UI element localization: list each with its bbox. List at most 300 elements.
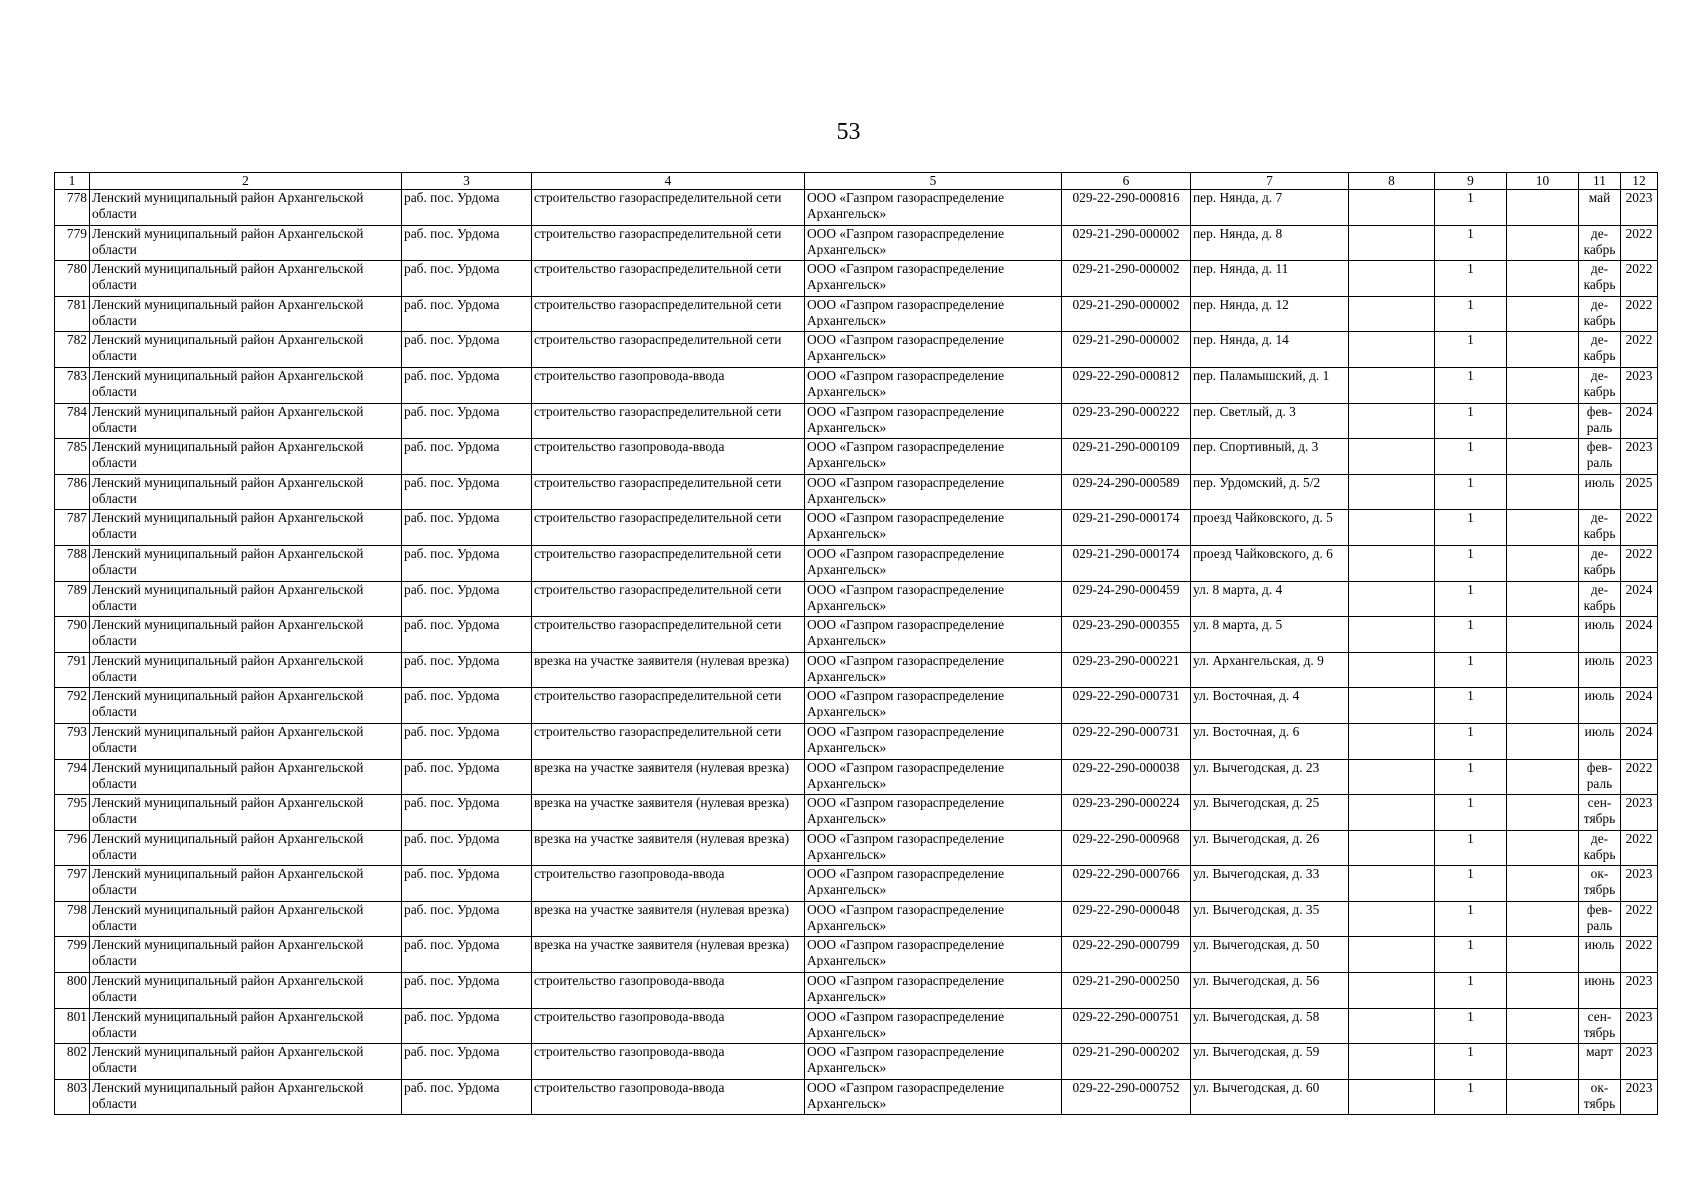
organization-cell: ООО «Газпром газораспределение Архангельск» [805,439,1062,475]
col8-cell [1349,759,1435,795]
district-cell: Ленский муниципальный район Архангельской области [90,332,402,368]
table-row [55,759,1658,795]
application-code-cell: 029-22-290-000731 [1062,723,1191,759]
row-number: 790 [55,617,90,653]
row-number: 792 [55,688,90,724]
month-cell: сен-тябрь [1579,795,1621,831]
organization-cell: ООО «Газпром газораспределение Архангельск» [805,403,1062,439]
table-row [55,866,1658,902]
col10-cell [1507,367,1579,403]
row-number: 802 [55,1044,90,1080]
header-col-1: 1 [55,173,90,190]
row-number: 780 [55,261,90,297]
address-cell: ул. Восточная, д. 4 [1191,688,1349,724]
col10-cell [1507,296,1579,332]
month-cell: ок-тябрь [1579,866,1621,902]
col10-cell [1507,474,1579,510]
row-number: 796 [55,830,90,866]
application-code-cell: 029-21-290-000002 [1062,261,1191,297]
work-type-cell: строительство газораспределительной сети [532,190,805,226]
settlement-cell: раб. пос. Урдома [402,261,532,297]
settlement-cell: раб. пос. Урдома [402,190,532,226]
col8-cell [1349,901,1435,937]
application-code-cell: 029-23-290-000224 [1062,795,1191,831]
quantity-cell: 1 [1435,545,1507,581]
month-cell: де-кабрь [1579,581,1621,617]
month-cell: де-кабрь [1579,296,1621,332]
month-cell: июль [1579,688,1621,724]
year-cell: 2023 [1621,973,1658,1009]
work-type-cell: строительство газопровода-ввода [532,1008,805,1044]
organization-cell: ООО «Газпром газораспределение Архангельск» [805,901,1062,937]
organization-cell: ООО «Газпром газораспределение Архангельск» [805,723,1062,759]
month-cell: июль [1579,652,1621,688]
col8-cell [1349,474,1435,510]
address-cell: пер. Нянда, д. 8 [1191,225,1349,261]
district-cell: Ленский муниципальный район Архангельской области [90,688,402,724]
col8-cell [1349,439,1435,475]
row-number: 782 [55,332,90,368]
year-cell: 2023 [1621,367,1658,403]
address-cell: ул. Вычегодская, д. 26 [1191,830,1349,866]
month-cell: де-кабрь [1579,830,1621,866]
row-number: 785 [55,439,90,475]
month-cell: июль [1579,723,1621,759]
organization-cell: ООО «Газпром газораспределение Архангельск» [805,688,1062,724]
address-cell: пер. Нянда, д. 14 [1191,332,1349,368]
month-cell: фев-раль [1579,403,1621,439]
application-code-cell: 029-21-290-000202 [1062,1044,1191,1080]
col8-cell [1349,1079,1435,1115]
organization-cell: ООО «Газпром газораспределение Архангельск» [805,866,1062,902]
application-code-cell: 029-24-290-000589 [1062,474,1191,510]
table-row [55,261,1658,297]
district-cell: Ленский муниципальный район Архангельской области [90,795,402,831]
application-code-cell: 029-21-290-000250 [1062,973,1191,1009]
col8-cell [1349,1008,1435,1044]
address-cell: ул. Архангельская, д. 9 [1191,652,1349,688]
application-code-cell: 029-22-290-000038 [1062,759,1191,795]
settlement-cell: раб. пос. Урдома [402,581,532,617]
col8-cell [1349,830,1435,866]
quantity-cell: 1 [1435,581,1507,617]
row-number: 789 [55,581,90,617]
year-cell: 2024 [1621,403,1658,439]
address-cell: пер. Урдомский, д. 5/2 [1191,474,1349,510]
row-number: 783 [55,367,90,403]
application-code-cell: 029-22-290-000752 [1062,1079,1191,1115]
work-type-cell: строительство газопровода-ввода [532,367,805,403]
year-cell: 2024 [1621,723,1658,759]
quantity-cell: 1 [1435,190,1507,226]
work-type-cell: строительство газопровода-ввода [532,439,805,475]
quantity-cell: 1 [1435,1044,1507,1080]
settlement-cell: раб. пос. Урдома [402,332,532,368]
work-type-cell: строительство газораспределительной сети [532,474,805,510]
district-cell: Ленский муниципальный район Архангельской области [90,225,402,261]
year-cell: 2023 [1621,1079,1658,1115]
organization-cell: ООО «Газпром газораспределение Архангельск» [805,332,1062,368]
organization-cell: ООО «Газпром газораспределение Архангельск» [805,581,1062,617]
row-number: 788 [55,545,90,581]
work-type-cell: врезка на участке заявителя (нулевая врезка) [532,652,805,688]
col8-cell [1349,617,1435,653]
row-number: 800 [55,973,90,1009]
table-row [55,723,1658,759]
organization-cell: ООО «Газпром газораспределение Архангельск» [805,225,1062,261]
district-cell: Ленский муниципальный район Архангельской области [90,937,402,973]
organization-cell: ООО «Газпром газораспределение Архангельск» [805,617,1062,653]
col10-cell [1507,973,1579,1009]
month-cell: фев-раль [1579,439,1621,475]
quantity-cell: 1 [1435,795,1507,831]
year-cell: 2022 [1621,296,1658,332]
quantity-cell: 1 [1435,759,1507,795]
settlement-cell: раб. пос. Урдома [402,866,532,902]
work-type-cell: строительство газораспределительной сети [532,225,805,261]
col10-cell [1507,581,1579,617]
quantity-cell: 1 [1435,261,1507,297]
application-code-cell: 029-22-290-000968 [1062,830,1191,866]
year-cell: 2024 [1621,617,1658,653]
work-type-cell: строительство газораспределительной сети [532,403,805,439]
month-cell: де-кабрь [1579,332,1621,368]
table-row [55,474,1658,510]
address-cell: ул. 8 марта, д. 4 [1191,581,1349,617]
work-type-cell: строительство газопровода-ввода [532,866,805,902]
header-col-9: 9 [1435,173,1507,190]
settlement-cell: раб. пос. Урдома [402,403,532,439]
quantity-cell: 1 [1435,830,1507,866]
year-cell: 2023 [1621,1008,1658,1044]
address-cell: ул. Вычегодская, д. 50 [1191,937,1349,973]
organization-cell: ООО «Газпром газораспределение Архангельск» [805,474,1062,510]
table-row [55,581,1658,617]
col8-cell [1349,545,1435,581]
month-cell: май [1579,190,1621,226]
district-cell: Ленский муниципальный район Архангельской области [90,1008,402,1044]
table-row [55,973,1658,1009]
settlement-cell: раб. пос. Урдома [402,510,532,546]
row-number: 781 [55,296,90,332]
col10-cell [1507,1044,1579,1080]
work-type-cell: врезка на участке заявителя (нулевая врезка) [532,759,805,795]
col10-cell [1507,652,1579,688]
month-cell: де-кабрь [1579,510,1621,546]
work-type-cell: строительство газораспределительной сети [532,510,805,546]
work-type-cell: врезка на участке заявителя (нулевая врезка) [532,795,805,831]
work-type-cell: врезка на участке заявителя (нулевая врезка) [532,937,805,973]
work-type-cell: врезка на участке заявителя (нулевая врезка) [532,901,805,937]
col8-cell [1349,261,1435,297]
table-body [55,190,1658,1115]
settlement-cell: раб. пос. Урдома [402,973,532,1009]
work-type-cell: строительство газопровода-ввода [532,973,805,1009]
year-cell: 2022 [1621,759,1658,795]
district-cell: Ленский муниципальный район Архангельской области [90,367,402,403]
application-code-cell: 029-21-290-000002 [1062,296,1191,332]
application-code-cell: 029-24-290-000459 [1062,581,1191,617]
settlement-cell: раб. пос. Урдома [402,617,532,653]
col10-cell [1507,723,1579,759]
header-col-11: 11 [1579,173,1621,190]
district-cell: Ленский муниципальный район Архангельской области [90,296,402,332]
year-cell: 2023 [1621,439,1658,475]
organization-cell: ООО «Газпром газораспределение Архангельск» [805,545,1062,581]
col10-cell [1507,1008,1579,1044]
quantity-cell: 1 [1435,510,1507,546]
table-row [55,1044,1658,1080]
application-code-cell: 029-23-290-000355 [1062,617,1191,653]
col8-cell [1349,581,1435,617]
col10-cell [1507,510,1579,546]
work-type-cell: строительство газораспределительной сети [532,688,805,724]
col10-cell [1507,545,1579,581]
col8-cell [1349,652,1435,688]
settlement-cell: раб. пос. Урдома [402,937,532,973]
header-col-3: 3 [402,173,532,190]
col8-cell [1349,332,1435,368]
table-row [55,937,1658,973]
address-cell: ул. 8 марта, д. 5 [1191,617,1349,653]
work-type-cell: врезка на участке заявителя (нулевая врезка) [532,830,805,866]
row-number: 794 [55,759,90,795]
col8-cell [1349,866,1435,902]
table-row [55,830,1658,866]
application-code-cell: 029-21-290-000174 [1062,510,1191,546]
col10-cell [1507,190,1579,226]
settlement-cell: раб. пос. Урдома [402,1079,532,1115]
application-code-cell: 029-22-290-000766 [1062,866,1191,902]
table-row [55,367,1658,403]
header-col-4: 4 [532,173,805,190]
settlement-cell: раб. пос. Урдома [402,367,532,403]
district-cell: Ленский муниципальный район Архангельской области [90,261,402,297]
settlement-cell: раб. пос. Урдома [402,545,532,581]
application-code-cell: 029-22-290-000812 [1062,367,1191,403]
district-cell: Ленский муниципальный район Архангельской области [90,617,402,653]
quantity-cell: 1 [1435,403,1507,439]
table-row [55,1008,1658,1044]
row-number: 793 [55,723,90,759]
row-number: 791 [55,652,90,688]
row-number: 784 [55,403,90,439]
settlement-cell: раб. пос. Урдома [402,723,532,759]
application-code-cell: 029-22-290-000816 [1062,190,1191,226]
col10-cell [1507,759,1579,795]
quantity-cell: 1 [1435,617,1507,653]
year-cell: 2022 [1621,901,1658,937]
row-number: 801 [55,1008,90,1044]
table-row [55,1079,1658,1115]
year-cell: 2023 [1621,795,1658,831]
district-cell: Ленский муниципальный район Архангельской области [90,1044,402,1080]
quantity-cell: 1 [1435,866,1507,902]
table-row [55,617,1658,653]
col10-cell [1507,403,1579,439]
year-cell: 2022 [1621,261,1658,297]
table-row [55,190,1658,226]
column-number-header [55,173,1658,190]
work-type-cell: строительство газопровода-ввода [532,1044,805,1080]
page-number: 53 [836,119,861,145]
year-cell: 2024 [1621,581,1658,617]
district-cell: Ленский муниципальный район Архангельской области [90,759,402,795]
quantity-cell: 1 [1435,474,1507,510]
district-cell: Ленский муниципальный район Архангельской области [90,866,402,902]
header-col-2: 2 [90,173,402,190]
header-col-7: 7 [1191,173,1349,190]
application-code-cell: 029-21-290-000109 [1062,439,1191,475]
month-cell: июнь [1579,973,1621,1009]
quantity-cell: 1 [1435,937,1507,973]
address-cell: ул. Вычегодская, д. 23 [1191,759,1349,795]
col10-cell [1507,1079,1579,1115]
month-cell: март [1579,1044,1621,1080]
organization-cell: ООО «Газпром газораспределение Архангельск» [805,296,1062,332]
address-cell: пер. Паламышский, д. 1 [1191,367,1349,403]
year-cell: 2023 [1621,866,1658,902]
work-type-cell: строительство газораспределительной сети [532,617,805,653]
col10-cell [1507,795,1579,831]
quantity-cell: 1 [1435,652,1507,688]
application-code-cell: 029-22-290-000048 [1062,901,1191,937]
table-row [55,795,1658,831]
address-cell: пер. Нянда, д. 11 [1191,261,1349,297]
row-number: 786 [55,474,90,510]
year-cell: 2022 [1621,830,1658,866]
row-number: 803 [55,1079,90,1115]
col10-cell [1507,688,1579,724]
address-cell: пер. Светлый, д. 3 [1191,403,1349,439]
col10-cell [1507,617,1579,653]
col10-cell [1507,937,1579,973]
quantity-cell: 1 [1435,225,1507,261]
month-cell: де-кабрь [1579,261,1621,297]
row-number: 779 [55,225,90,261]
col8-cell [1349,688,1435,724]
table-row [55,332,1658,368]
table-row [55,545,1658,581]
address-cell: пер. Нянда, д. 7 [1191,190,1349,226]
year-cell: 2022 [1621,545,1658,581]
col10-cell [1507,901,1579,937]
address-cell: ул. Восточная, д. 6 [1191,723,1349,759]
col8-cell [1349,225,1435,261]
table-row [55,439,1658,475]
col8-cell [1349,190,1435,226]
settlement-cell: раб. пос. Урдома [402,1008,532,1044]
month-cell: июль [1579,937,1621,973]
register-table [54,172,1658,1115]
year-cell: 2024 [1621,688,1658,724]
col8-cell [1349,937,1435,973]
settlement-cell: раб. пос. Урдома [402,225,532,261]
settlement-cell: раб. пос. Урдома [402,652,532,688]
col8-cell [1349,296,1435,332]
header-col-12: 12 [1621,173,1658,190]
application-code-cell: 029-22-290-000751 [1062,1008,1191,1044]
quantity-cell: 1 [1435,688,1507,724]
settlement-cell: раб. пос. Урдома [402,759,532,795]
month-cell: де-кабрь [1579,367,1621,403]
application-code-cell: 029-21-290-000002 [1062,225,1191,261]
address-cell: ул. Вычегодская, д. 58 [1191,1008,1349,1044]
table-row [55,510,1658,546]
district-cell: Ленский муниципальный район Архангельской области [90,830,402,866]
organization-cell: ООО «Газпром газораспределение Архангельск» [805,973,1062,1009]
quantity-cell: 1 [1435,973,1507,1009]
header-col-5: 5 [805,173,1062,190]
year-cell: 2022 [1621,510,1658,546]
work-type-cell: строительство газораспределительной сети [532,261,805,297]
row-number: 778 [55,190,90,226]
district-cell: Ленский муниципальный район Архангельской области [90,510,402,546]
row-number: 798 [55,901,90,937]
work-type-cell: строительство газораспределительной сети [532,723,805,759]
application-code-cell: 029-22-290-000731 [1062,688,1191,724]
work-type-cell: строительство газораспределительной сети [532,332,805,368]
col8-cell [1349,795,1435,831]
organization-cell: ООО «Газпром газораспределение Архангельск» [805,261,1062,297]
organization-cell: ООО «Газпром газораспределение Архангельск» [805,367,1062,403]
district-cell: Ленский муниципальный район Архангельской области [90,403,402,439]
address-cell: ул. Вычегодская, д. 35 [1191,901,1349,937]
application-code-cell: 029-22-290-000799 [1062,937,1191,973]
address-cell: ул. Вычегодская, д. 25 [1191,795,1349,831]
address-cell: пер. Спортивный, д. 3 [1191,439,1349,475]
organization-cell: ООО «Газпром газораспределение Архангельск» [805,1044,1062,1080]
year-cell: 2023 [1621,652,1658,688]
quantity-cell: 1 [1435,332,1507,368]
month-cell: сен-тябрь [1579,1008,1621,1044]
year-cell: 2022 [1621,332,1658,368]
header-col-10: 10 [1507,173,1579,190]
district-cell: Ленский муниципальный район Архангельской области [90,973,402,1009]
settlement-cell: раб. пос. Урдома [402,901,532,937]
organization-cell: ООО «Газпром газораспределение Архангельск» [805,830,1062,866]
col10-cell [1507,830,1579,866]
address-cell: ул. Вычегодская, д. 33 [1191,866,1349,902]
work-type-cell: строительство газораспределительной сети [532,581,805,617]
application-code-cell: 029-23-290-000221 [1062,652,1191,688]
col8-cell [1349,510,1435,546]
header-col-6: 6 [1062,173,1191,190]
row-number: 787 [55,510,90,546]
address-cell: проезд Чайковского, д. 6 [1191,545,1349,581]
year-cell: 2025 [1621,474,1658,510]
district-cell: Ленский муниципальный район Архангельской области [90,1079,402,1115]
application-code-cell: 029-21-290-000174 [1062,545,1191,581]
organization-cell: ООО «Газпром газораспределение Архангельск» [805,1008,1062,1044]
application-code-cell: 029-21-290-000002 [1062,332,1191,368]
table-row [55,901,1658,937]
month-cell: де-кабрь [1579,225,1621,261]
year-cell: 2022 [1621,937,1658,973]
col10-cell [1507,866,1579,902]
col8-cell [1349,723,1435,759]
col10-cell [1507,261,1579,297]
district-cell: Ленский муниципальный район Архангельской области [90,474,402,510]
organization-cell: ООО «Газпром газораспределение Архангельск» [805,190,1062,226]
month-cell: июль [1579,474,1621,510]
row-number: 799 [55,937,90,973]
district-cell: Ленский муниципальный район Архангельской области [90,581,402,617]
district-cell: Ленский муниципальный район Архангельской области [90,190,402,226]
district-cell: Ленский муниципальный район Архангельской области [90,545,402,581]
row-number: 795 [55,795,90,831]
month-cell: фев-раль [1579,901,1621,937]
